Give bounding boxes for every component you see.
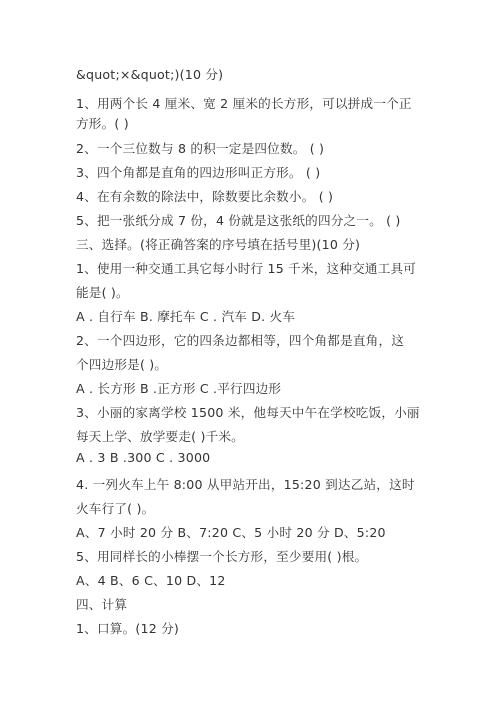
text-line-1: &quot;×&quot;)(10 分): [76, 67, 224, 82]
text-line-24: 1、口算。(12 分): [76, 621, 180, 636]
text-line-16: 每天上学、放学要走( )千米。: [76, 429, 244, 444]
section-heading-calculation: 四、计算: [76, 597, 128, 612]
text-line-11: A . 自行车 B. 摩托车 C . 汽车 D. 火车: [76, 309, 296, 324]
text-line-13: 个四边形是( )。: [76, 357, 168, 372]
section-heading-choice: 三、选择。(将正确答案的序号填在括号里)(10 分): [76, 237, 361, 252]
text-line-21: 5、用同样长的小棒摆一个长方形，至少要用( )根。: [76, 549, 368, 564]
text-line-2: 1、用两个长 4 厘米、宽 2 厘米的长方形，可以拼成一个正: [76, 96, 412, 111]
text-line-6: 4、在有余数的除法中，除数要比余数小。 ( ): [76, 189, 334, 204]
text-line-14: A . 长方形 B .正方形 C .平行四边形: [76, 381, 282, 396]
text-line-18: 4. 一列火车上午 8:00 从甲站开出，15:20 到达乙站，这时: [76, 477, 415, 492]
text-line-9: 1、使用一种交通工具它每小时行 15 千米，这种交通工具可: [76, 261, 417, 276]
text-line-7: 5、把一张纸分成 7 份，4 份就是这张纸的四分之一。 ( ): [76, 213, 401, 228]
text-line-5: 3、四个角都是直角的四边形叫正方形。 ( ): [76, 165, 321, 180]
text-line-17: A . 3 B .300 C . 3000: [76, 450, 211, 465]
text-line-19: 火车行了( )。: [76, 501, 155, 516]
text-line-3: 方形。( ): [76, 116, 129, 131]
text-line-20: A、7 小时 20 分 B、7:20 C、5 小时 20 分 D、5:20: [76, 525, 386, 540]
text-line-22: A、4 B、6 C、10 D、12: [76, 573, 226, 588]
text-line-15: 3、小丽的家离学校 1500 米，他每天中午在学校吃饭，小丽: [76, 405, 420, 420]
text-line-12: 2、一个四边形，它的四条边都相等，四个角都是直角，这: [76, 333, 405, 348]
text-line-10: 能是( )。: [76, 285, 129, 300]
text-line-4: 2、一个三位数与 8 的积一定是四位数。 ( ): [76, 141, 325, 156]
